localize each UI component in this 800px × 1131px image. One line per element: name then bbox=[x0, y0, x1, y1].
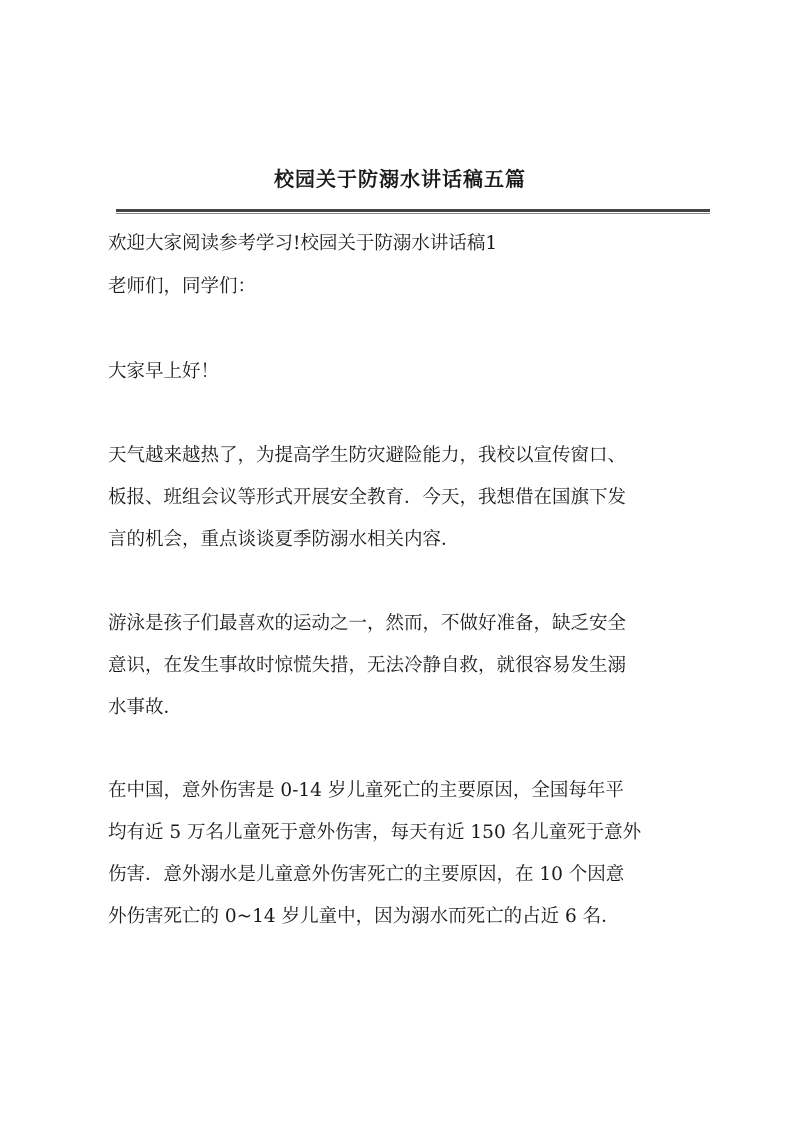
title-divider bbox=[116, 209, 710, 214]
greeting: 大家早上好！ bbox=[108, 361, 220, 382]
paragraph-3-line-3: 伤害．意外溺水是儿童意外伤害死亡的主要原因，在 10 个因意 bbox=[108, 864, 625, 885]
paragraph-2-line-2: 意识，在发生事故时惊慌失措，无法冷静自救，就很容易发生溺 bbox=[108, 655, 627, 676]
paragraph-3-line-1: 在中国，意外伤害是 0-14 岁儿童死亡的主要原因，全国每年平 bbox=[108, 780, 624, 801]
document-title: 校园关于防溺水讲话稿五篇 bbox=[274, 167, 526, 191]
paragraph-2-line-3: 水事故． bbox=[108, 697, 183, 718]
intro-line: 欢迎大家阅读参考学习!校园关于防溺水讲话稿1 bbox=[108, 233, 498, 254]
paragraph-2-line-1: 游泳是孩子们最喜欢的运动之一，然而，不做好准备，缺乏安全 bbox=[108, 613, 627, 634]
paragraph-3-line-2: 均有近 5 万名儿童死于意外伤害，每天有近 150 名儿童死于意外 bbox=[108, 822, 642, 843]
paragraph-1-line-2: 板报、班组会议等形式开展安全教育．今天，我想借在国旗下发 bbox=[108, 487, 627, 508]
paragraph-3-line-4: 外伤害死亡的 0~14 岁儿童中，因为溺水而死亡的占近 6 名． bbox=[108, 906, 620, 927]
salutation: 老师们，同学们： bbox=[108, 276, 257, 297]
paragraph-1-line-3: 言的机会，重点谈谈夏季防溺水相关内容． bbox=[108, 529, 460, 550]
paragraph-1-line-1: 天气越来越热了，为提高学生防灾避险能力，我校以宣传窗口、 bbox=[108, 445, 627, 466]
